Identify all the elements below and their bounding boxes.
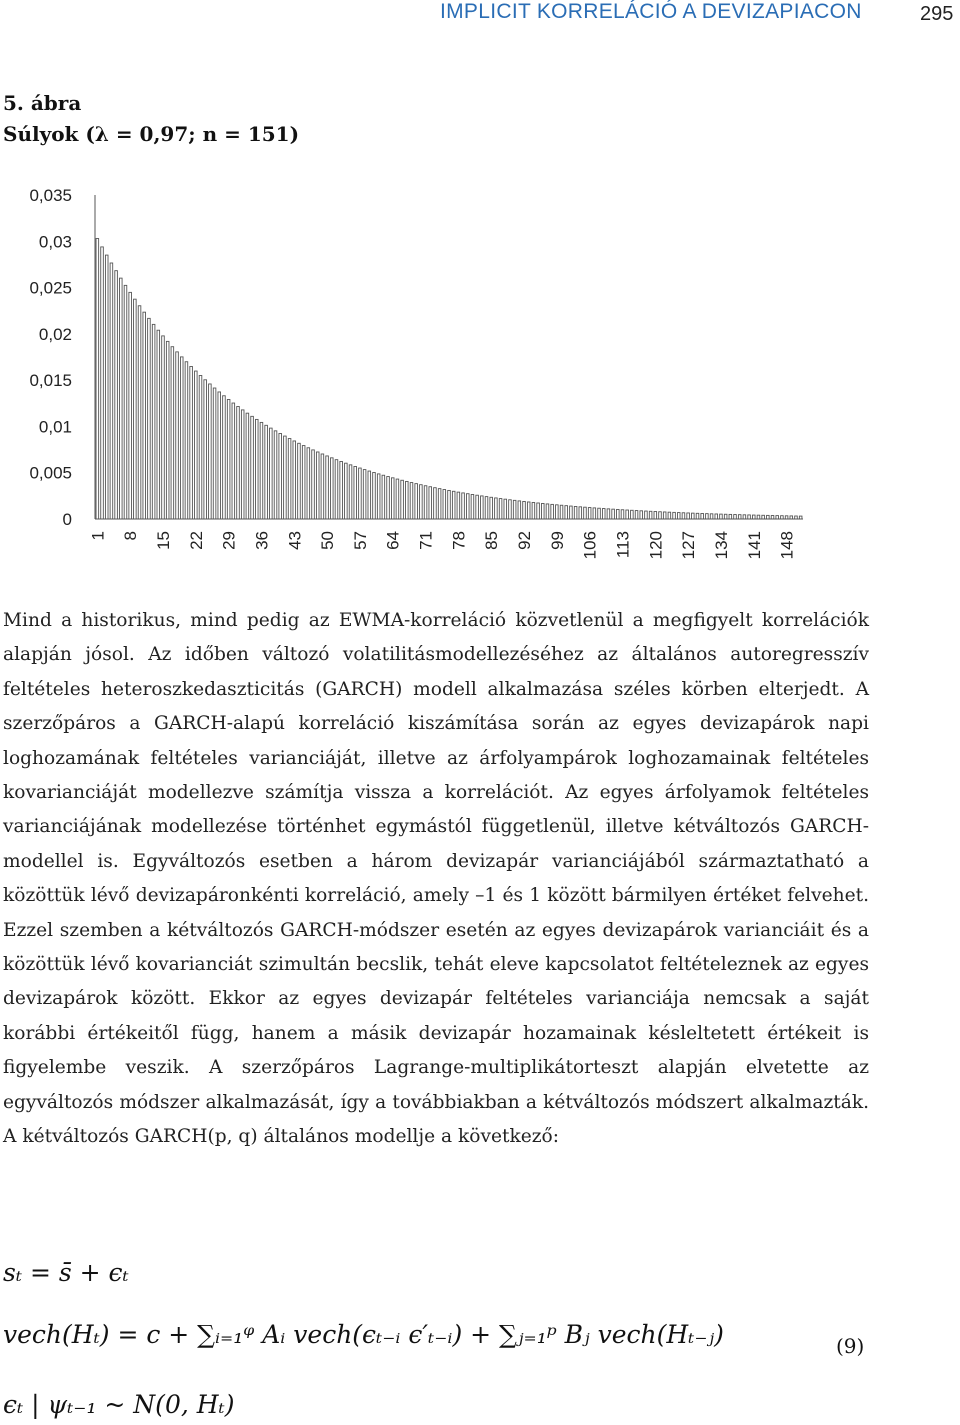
bar bbox=[162, 336, 165, 519]
bar bbox=[218, 392, 221, 519]
x-axis bbox=[88, 519, 803, 559]
x-tick-label: 43 bbox=[285, 531, 305, 550]
x-tick-label: 92 bbox=[515, 531, 535, 550]
bar bbox=[476, 495, 479, 519]
bar bbox=[340, 461, 343, 519]
bar bbox=[696, 513, 699, 519]
bar bbox=[298, 443, 301, 519]
bar bbox=[349, 465, 352, 519]
bar bbox=[546, 504, 549, 519]
x-tick-label: 71 bbox=[416, 531, 436, 550]
bar bbox=[410, 483, 413, 519]
x-tick-label: 1 bbox=[88, 531, 108, 541]
running-header-title: IMPLICIT KORRELÁCIÓ A DEVIZAPIACON bbox=[440, 0, 862, 23]
bar bbox=[481, 496, 484, 519]
bar bbox=[457, 492, 460, 519]
bar bbox=[598, 508, 601, 519]
bar bbox=[255, 419, 258, 519]
bar bbox=[335, 460, 338, 519]
bar bbox=[692, 513, 695, 519]
bar bbox=[368, 471, 371, 519]
bar bbox=[96, 239, 99, 519]
x-tick-label: 50 bbox=[318, 531, 338, 550]
bar bbox=[406, 481, 409, 519]
bar bbox=[738, 515, 741, 519]
x-tick-label: 57 bbox=[350, 531, 370, 550]
y-tick-label: 0,015 bbox=[29, 371, 72, 391]
x-tick-label: 120 bbox=[646, 531, 666, 560]
bar bbox=[579, 507, 582, 519]
bar bbox=[551, 504, 554, 519]
bar bbox=[485, 497, 488, 519]
bar bbox=[415, 484, 418, 519]
page-number: 295 bbox=[920, 3, 954, 25]
body-text bbox=[3, 604, 869, 1155]
x-tick-label: 141 bbox=[744, 531, 764, 560]
bar bbox=[645, 511, 648, 519]
bar bbox=[565, 506, 568, 519]
bar bbox=[556, 505, 559, 519]
y-axis bbox=[29, 186, 95, 529]
bar bbox=[523, 501, 526, 519]
bar bbox=[682, 513, 685, 519]
bar bbox=[509, 500, 512, 519]
bar bbox=[382, 475, 385, 519]
x-tick-label: 106 bbox=[580, 531, 600, 560]
bar bbox=[246, 413, 249, 519]
bar bbox=[152, 324, 155, 519]
bar bbox=[288, 439, 291, 519]
bar bbox=[302, 446, 305, 519]
bar bbox=[640, 511, 643, 519]
bar bbox=[767, 515, 770, 519]
bar bbox=[129, 292, 132, 519]
bar bbox=[513, 500, 516, 519]
bar bbox=[654, 512, 657, 519]
bar bbox=[602, 509, 605, 519]
bar bbox=[190, 366, 193, 519]
bar bbox=[537, 503, 540, 519]
bar bbox=[312, 450, 315, 519]
figure-label: 5. ábra bbox=[3, 91, 82, 115]
bar bbox=[448, 490, 451, 519]
bar bbox=[706, 514, 709, 519]
bar bbox=[124, 285, 127, 519]
bar bbox=[274, 431, 277, 519]
x-tick-label: 99 bbox=[547, 531, 567, 550]
bar bbox=[387, 477, 390, 519]
x-tick-label: 15 bbox=[153, 531, 173, 550]
bar bbox=[157, 330, 160, 519]
bar bbox=[134, 299, 137, 519]
equation-vech: vech(Hₜ) = c + ∑ᵢ₌₁ᵠ Aᵢ vech(ϵₜ₋ᵢ ϵ′ₜ₋ᵢ) + ∑ⱼ₌₁ᵖ Bⱼ vech(Hₜ₋ⱼ) bbox=[3, 1320, 724, 1349]
y-tick-label: 0,02 bbox=[38, 324, 72, 344]
bar bbox=[729, 514, 732, 519]
bar bbox=[701, 513, 704, 519]
bar bbox=[720, 514, 723, 519]
bar bbox=[518, 501, 521, 519]
bar bbox=[715, 514, 718, 519]
bar bbox=[326, 456, 329, 519]
bar bbox=[429, 487, 432, 519]
x-tick-label: 78 bbox=[449, 531, 469, 550]
bar bbox=[621, 510, 624, 519]
bar bbox=[363, 470, 366, 519]
bar bbox=[204, 380, 207, 519]
equation-mean: sₜ = s̄ + ϵₜ bbox=[3, 1258, 129, 1287]
bar bbox=[443, 490, 446, 519]
bar bbox=[241, 410, 244, 519]
bar bbox=[490, 497, 493, 519]
bar bbox=[438, 489, 441, 519]
bar bbox=[532, 502, 535, 519]
bar bbox=[138, 306, 141, 519]
bar bbox=[213, 388, 216, 519]
bar bbox=[223, 396, 226, 519]
bar bbox=[617, 509, 620, 519]
bar bbox=[185, 362, 188, 519]
bar bbox=[574, 506, 577, 519]
bar bbox=[120, 278, 123, 519]
bar bbox=[105, 255, 108, 519]
bar bbox=[734, 515, 737, 519]
bar bbox=[260, 422, 263, 519]
bar bbox=[710, 514, 713, 519]
x-tick-label: 8 bbox=[121, 531, 141, 541]
equation-distribution: ϵₜ | ψₜ₋₁ ~ N(0, Hₜ) bbox=[3, 1390, 235, 1419]
bar bbox=[677, 513, 680, 519]
bar bbox=[659, 512, 662, 519]
bar bbox=[631, 510, 634, 519]
bar bbox=[209, 384, 212, 519]
x-tick-label: 127 bbox=[679, 531, 699, 560]
bar bbox=[462, 493, 465, 519]
bar bbox=[452, 491, 455, 519]
bar bbox=[345, 463, 348, 519]
bar bbox=[279, 433, 282, 519]
bar bbox=[757, 515, 760, 519]
equation-number: (9) bbox=[836, 1334, 865, 1358]
bar bbox=[499, 499, 502, 519]
bar bbox=[612, 509, 615, 519]
bar bbox=[584, 507, 587, 519]
bar bbox=[776, 516, 779, 519]
bar bbox=[166, 341, 169, 519]
bar bbox=[232, 403, 235, 519]
bar bbox=[495, 498, 498, 519]
bar bbox=[359, 468, 362, 519]
bar bbox=[504, 499, 507, 519]
bar bbox=[752, 515, 755, 519]
bar bbox=[673, 512, 676, 519]
x-tick-label: 64 bbox=[383, 531, 403, 550]
bar bbox=[284, 436, 287, 519]
bar bbox=[171, 347, 174, 519]
bar bbox=[195, 371, 198, 519]
bar bbox=[321, 454, 324, 519]
bar bbox=[270, 428, 273, 519]
x-tick-label: 36 bbox=[252, 531, 272, 550]
bar bbox=[316, 452, 319, 519]
y-tick-label: 0,01 bbox=[38, 417, 72, 437]
bar bbox=[330, 458, 333, 519]
x-tick-label: 22 bbox=[186, 531, 206, 550]
bar bbox=[635, 511, 638, 519]
bar bbox=[743, 515, 746, 519]
bar bbox=[377, 474, 380, 519]
x-tick-label: 148 bbox=[777, 531, 797, 560]
bar bbox=[396, 479, 399, 519]
bar bbox=[762, 515, 765, 519]
bar bbox=[391, 478, 394, 519]
bar bbox=[527, 502, 530, 519]
bar bbox=[649, 511, 652, 519]
bar bbox=[668, 512, 671, 519]
bar bbox=[293, 441, 296, 519]
figure-title: Súlyok (λ = 0,97; n = 151) bbox=[3, 122, 300, 146]
bar bbox=[354, 466, 357, 519]
bar bbox=[626, 510, 629, 519]
y-tick-label: 0,005 bbox=[29, 463, 72, 483]
bar bbox=[143, 312, 146, 519]
bar bbox=[771, 516, 774, 519]
bar bbox=[401, 480, 404, 519]
bar bbox=[424, 486, 427, 519]
bar bbox=[420, 485, 423, 519]
bar bbox=[115, 271, 118, 519]
body-paragraph: Mind a historikus, mind pedig az EWMA-korreláció közvetlenül a megfigyelt korrelációk alapján jósol. Az időben változó volatilitásmodellezéséhez az általános autoregresszív feltételes heteroszkedaszticitás (GARCH) modell alkalmazása széles körben elterjedt. A szerzőpáros a GARCH-alapú korreláció kiszámítása során az egyes devizapárok napi loghozamának feltételes varianciáját, illetve az árfolyampárok loghozamainak feltételes kovarianciáját modellezve számítja vissza a korrelációt. Az egyes árfolyamok feltételes varianciájának modellezése történhet egymástól függetlenül, illetve kétváltozós GARCH-modellel is. Egyváltozós esetben a három devizapár varianciájából származtatható a közöttük lévő devizapáronkénti korreláció, amely –1 és 1 között bármilyen értéket felvehet. Ezzel szemben a kétváltozós GARCH-módszer esetén az egyes devizapárok varianciáit és a közöttük lévő kovarianciát szimultán becslik, tehát eleve kapcsolatot feltételeznek az egyes devizapárok között. Ekkor az egyes devizapár feltételes varianciája nemcsak a saját korábbi értékeitől függ, hanem a másik devizapár hozamainak késleltetett értékeit is figyelembe veszik. A szerzőpáros Lagrange-multiplikátorteszt alapján elvetette az egyváltozós módszer alkalmazását, így a továbbiakban a kétváltozós módszert alkalmazták. A kétváltozós GARCH(p, q) általános modellje a következő: bbox=[3, 610, 869, 1148]
bar bbox=[199, 375, 202, 519]
bar bbox=[607, 509, 610, 519]
bar bbox=[227, 399, 230, 519]
bar bbox=[541, 503, 544, 519]
x-tick-label: 113 bbox=[613, 531, 633, 559]
bar bbox=[663, 512, 666, 519]
weights-bar-chart bbox=[0, 180, 960, 590]
bar bbox=[373, 473, 376, 520]
bar bbox=[724, 514, 727, 519]
bar bbox=[180, 357, 183, 519]
bar bbox=[434, 488, 437, 519]
bar bbox=[251, 416, 254, 519]
bar bbox=[265, 425, 268, 519]
y-tick-label: 0 bbox=[62, 510, 72, 529]
bar bbox=[148, 318, 151, 519]
bar bbox=[593, 508, 596, 519]
bar bbox=[687, 513, 690, 519]
y-tick-label: 0,025 bbox=[29, 278, 72, 298]
bar bbox=[560, 505, 563, 519]
bar bbox=[466, 494, 469, 519]
x-tick-label: 29 bbox=[219, 531, 239, 550]
y-tick-label: 0,03 bbox=[38, 232, 72, 252]
x-tick-label: 134 bbox=[711, 531, 731, 560]
bar bbox=[748, 515, 751, 519]
bar bbox=[101, 247, 104, 519]
bar-series bbox=[96, 239, 802, 519]
bar bbox=[237, 407, 240, 519]
bar bbox=[307, 448, 310, 519]
bar bbox=[176, 352, 179, 519]
bar bbox=[110, 263, 113, 519]
bar bbox=[570, 506, 573, 519]
x-tick-label: 85 bbox=[482, 531, 502, 550]
y-tick-label: 0,035 bbox=[29, 186, 72, 205]
bar bbox=[588, 508, 591, 519]
bar bbox=[471, 494, 474, 519]
